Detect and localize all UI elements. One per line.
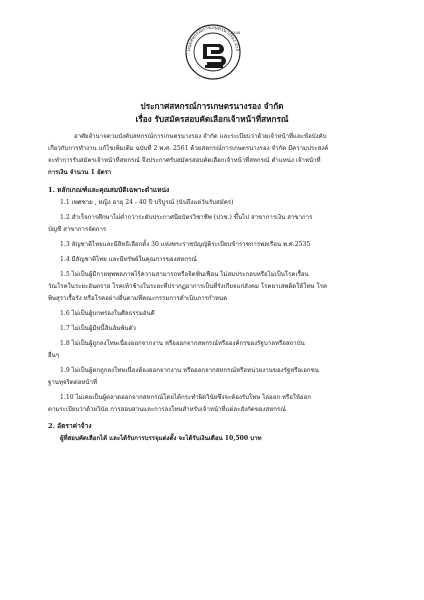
item-1-7: 1.7 ไม่เป็นผู้มีหนี้สินล้นพ้นตัว xyxy=(60,325,136,332)
item-1-5-cont-2: พิษสุราเรื้อรัง หรือโรคอย่างอื่นตามที่คณะกรรมการดำเนินการกำหนด xyxy=(48,295,228,302)
salary-text: ผู้ที่สอบคัดเลือกได้ และได้รับการบรรจุแต่งตั้ง จะได้รับเงินเดือน 10,500 บาท xyxy=(60,435,262,442)
intro-line-2: เกี่ยวกับการทำงาน แก้ไขเพิ่มเติม ฉบับที่ 2 พ.ศ. 2561 ด้วยสหกรณ์การเกษตรนางรอง จำกัด มีความประสงค์ xyxy=(48,145,329,152)
intro-line-3: จะทำการรับสมัครเจ้าหน้าที่สหกรณ์ จึงประกาศรับสมัครสอบคัดเลือกเจ้าหน้าที่สหกรณ์ ตำแหน่ง เจ้าหน้าที่ xyxy=(48,157,321,164)
item-1-9: 1.9 ไม่เป็นผู้ตกถูกลงโทษเนื่องต้องออกจากงาน หรือออกจากสหกรณ์หรือหน่วยงานของรัฐหรือเอกชน xyxy=(60,367,319,374)
announcement-title: ประกาศสหกรณ์การเกษตรนางรอง จำกัด xyxy=(140,101,284,111)
intro-line-1: อาศัยอำนาจตามบังคับสหกรณ์การเกษตรนางรอง จำกัด และระเบียบว่าด้วยเจ้าหน้าที่และข้อบังคับ xyxy=(74,133,327,140)
item-1-1: 1.1 เพศชาย , หญิง อายุ 24 - 40 ปี บริบูรณ์ (นับถึงแต่วันรับสมัคร) xyxy=(60,199,234,206)
item-1-10-cont: ตามระเบียบว่าด้วยวินัย การสอบสวนและการลงโทษสำหรับเจ้าหน้าที่แต่ละสังกัดของสหกรณ์ xyxy=(48,406,286,413)
section-2-title: 2. อัตราค่าจ้าง xyxy=(48,422,92,430)
item-1-8-cont: อื่นๆ xyxy=(48,352,60,359)
item-1-10: 1.10 ไม่เคยเป็นผู้ตลาดออกจากสหกรณ์โดยได้กระทำผิดวินัยซึ่งจะต้องรับโทษ ไล่ออก หรือให้ออก xyxy=(60,394,311,401)
section-1-title: 1. หลักเกณฑ์และคุณสมบัติเฉพาะตำแหน่ง xyxy=(48,186,170,194)
item-1-2-cont: บัญชี สาขาการจัดการ xyxy=(48,226,107,233)
seal-arc-text: มนุมสหกรณ์การเกษตรนางรอง จำกั xyxy=(186,25,240,52)
item-1-9-cont: ฐานทุจริตต่อหน้าที่ xyxy=(48,379,98,386)
seal-year: 2544 xyxy=(231,31,241,35)
item-1-5-cont-1: วัณโรคในระยะอันตราย โรคเท้าช้างในระยะที่ปรากฏอาการเป็นที่รังเกียจแก่สังคม โรคยาเสพติดให้โทษ โรค xyxy=(48,283,328,290)
cooperative-seal-icon xyxy=(181,18,245,82)
item-1-8: 1.8 ไม่เป็นผู้ถูกลงโทษเนื่องออกจากงาน หรือออกจากสหกรณ์หรือองค์กรของรัฐบาลหรือสถาบัน xyxy=(60,340,305,347)
intro-line-4: การเงิน จำนวน 1 อัตรา xyxy=(48,169,112,176)
item-1-3: 1.3 สัญชาติไทยและมีสิทธิเลือกตั้ง 30 แห่งพระราชบัญญัติระเบียบข้าราชการพลเรือน พ.ศ.2535 xyxy=(60,241,311,248)
item-1-4: 1.4 มีสัญชาติไทย และมีทรัพย์ในคุณการของสหกรณ์ xyxy=(60,256,197,263)
item-1-2: 1.2 สำเร็จการศึกษาไม่ต่ำกว่าระดับประกาศนียบัตรวิชาชีพ (ปวช.) ขึ้นไป สาขาการเงิน สาขาการ xyxy=(60,214,313,221)
item-1-5: 1.5 ไม่เป็นผู้มีกายทุพพลภาพไร้ความสามารถหรือจิตฟั่นเฟือน ไม่สมประกอบหรือไม่เป็นโรคเรื้อน xyxy=(60,271,309,278)
announcement-subject: เรื่อง รับสมัครสอบคัดเลือกเจ้าหน้าที่สหกรณ์ xyxy=(135,114,289,124)
item-1-6: 1.6 ไม่เป็นผู้บกพร่องในศีลธรรมอันดี xyxy=(60,310,155,317)
